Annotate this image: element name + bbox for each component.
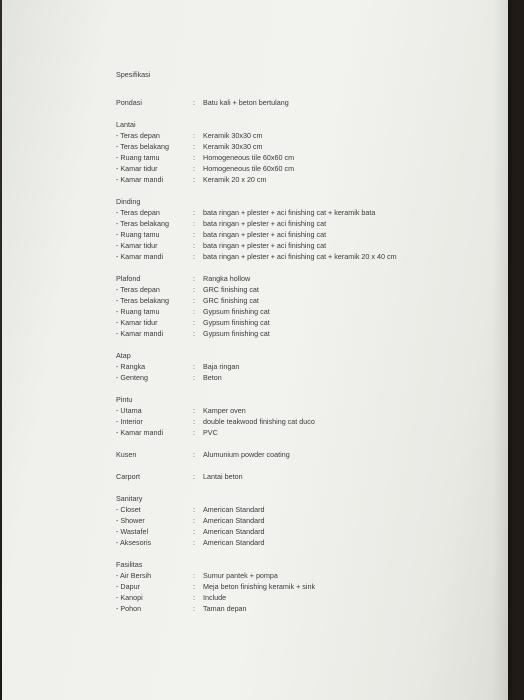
spec-item-row [116, 240, 496, 251]
spec-item-value: bata ringan + plester + aci finishing cat + keramik bata [203, 208, 376, 217]
section-header-value: Lantai beton [203, 472, 243, 481]
colon-separator: : [193, 296, 195, 305]
spec-item-row [116, 416, 496, 427]
specification-sections [116, 97, 496, 614]
section-header-row [116, 196, 496, 207]
spec-item-value: bata ringan + plester + aci finishing cat [203, 241, 327, 250]
spec-section [116, 493, 496, 548]
spec-item-value: Keramik 30x30 cm [203, 131, 263, 140]
section-header-row [116, 394, 496, 405]
section-header-row [116, 559, 496, 570]
section-header-row [116, 493, 496, 504]
spec-item-value: Sumur pantek + pompa [203, 571, 278, 580]
colon-separator: : [193, 98, 195, 107]
spec-item-label: - Teras depan [116, 208, 160, 217]
spec-item-value: American Standard [203, 505, 265, 514]
spec-item-row [116, 592, 496, 603]
spec-item-value: bata ringan + plester + aci finishing cat [203, 219, 327, 228]
section-header-row [116, 97, 496, 108]
section-header: Pintu [116, 395, 133, 404]
spec-item-row [116, 405, 496, 416]
spec-item-value: Gypsum finishing cat [203, 307, 270, 316]
section-header-value: Batu kali + beton bertulang [203, 98, 289, 107]
spec-item-label: - Pohon [116, 604, 142, 613]
colon-separator: : [193, 131, 195, 140]
spec-item-row [116, 603, 496, 614]
colon-separator: : [193, 142, 195, 151]
spec-item-label: - Kamar mandi [116, 252, 164, 261]
spec-item-value: Include [203, 593, 227, 602]
section-header-value: Rangka hollow [203, 274, 251, 283]
spec-item-value: GRC finishing cat [203, 285, 259, 294]
spec-item-label: - Shower [116, 516, 145, 525]
spec-section [116, 196, 496, 262]
spec-item-value: American Standard [203, 527, 265, 536]
spec-item-row [116, 130, 496, 141]
spec-item-label: - Teras belakang [116, 219, 170, 228]
spec-item-label: - Ruang tamu [116, 153, 160, 162]
colon-separator: : [193, 593, 195, 602]
spec-item-label: - Interior [116, 417, 143, 426]
spec-item-label: - Kamar tidur [116, 318, 158, 327]
spec-item-label: - Kanopi [116, 593, 143, 602]
spec-item-row [116, 581, 496, 592]
colon-separator: : [193, 252, 195, 261]
section-header: Kusen [116, 450, 137, 459]
section-header: Lantai [116, 120, 136, 129]
section-header-row [116, 449, 496, 460]
colon-separator: : [193, 428, 195, 437]
spec-item-value: Beton [203, 373, 222, 382]
colon-separator: : [193, 230, 195, 239]
colon-separator: : [193, 285, 195, 294]
spec-item-label: - Kamar mandi [116, 428, 164, 437]
colon-separator: : [193, 153, 195, 162]
colon-separator: : [193, 307, 195, 316]
colon-separator: : [193, 219, 195, 228]
colon-separator: : [193, 208, 195, 217]
spec-item-value: Keramik 30x30 cm [203, 142, 263, 151]
spec-item-value: Baja ringan [203, 362, 240, 371]
colon-separator: : [193, 362, 195, 371]
spec-item-value: Keramik 20 x 20 cm [203, 175, 267, 184]
colon-separator: : [193, 175, 195, 184]
spec-item-row [116, 317, 496, 328]
spec-section [116, 471, 496, 482]
spec-item-row [116, 372, 496, 383]
spec-item-label: - Ruang tamu [116, 307, 160, 316]
spec-item-label: - Teras depan [116, 131, 160, 140]
spec-item-label: - Kamar tidur [116, 164, 158, 173]
spec-item-row [116, 141, 496, 152]
spec-item-row [116, 306, 496, 317]
spec-item-row [116, 361, 496, 372]
spec-item-value: Meja beton finishing keramik + sink [203, 582, 316, 591]
colon-separator: : [193, 450, 195, 459]
colon-separator: : [193, 538, 195, 547]
colon-separator: : [193, 604, 195, 613]
section-header-value: Alumunium powder coating [203, 450, 290, 459]
spec-item-row [116, 504, 496, 515]
spec-section [116, 119, 496, 185]
section-header: Pondasi [116, 98, 142, 107]
spec-item-value: American Standard [203, 516, 265, 525]
spec-item-value: Taman depan [203, 604, 247, 613]
spec-item-row [116, 295, 496, 306]
spec-item-label: - Teras belakang [116, 296, 170, 305]
specification-document [116, 69, 496, 625]
spec-item-row [116, 328, 496, 339]
colon-separator: : [193, 582, 195, 591]
spec-item-value: GRC finishing cat [203, 296, 259, 305]
colon-separator: : [193, 516, 195, 525]
spec-item-label: - Teras depan [116, 285, 160, 294]
spec-item-value: Kamper oven [203, 406, 246, 415]
section-header-row [116, 350, 496, 361]
spec-item-value: Gypsum finishing cat [203, 329, 270, 338]
spec-item-row [116, 537, 496, 548]
colon-separator: : [193, 274, 195, 283]
spec-item-row [116, 174, 496, 185]
section-header-row [116, 273, 496, 284]
section-header: Sanitary [116, 494, 143, 503]
spec-item-row [116, 207, 496, 218]
colon-separator: : [193, 505, 195, 514]
spec-item-value: bata ringan + plester + aci finishing cat [203, 230, 327, 239]
spec-section [116, 97, 496, 108]
spec-item-label: - Teras belakang [116, 142, 170, 151]
spec-item-value: Homogeneous tile 60x60 cm [203, 164, 295, 173]
spec-section [116, 273, 496, 339]
spec-item-label: - Closet [116, 505, 141, 514]
colon-separator: : [193, 318, 195, 327]
colon-separator: : [193, 417, 195, 426]
section-header-row [116, 119, 496, 130]
spec-item-value: double teakwood finishing cat duco [203, 417, 315, 426]
spec-item-label: - Kamar tidur [116, 241, 158, 250]
spec-item-value: American Standard [203, 538, 265, 547]
colon-separator: : [193, 527, 195, 536]
spec-item-label: - Rangka [116, 362, 146, 371]
spec-item-row [116, 163, 496, 174]
spec-item-label: - Wastafel [116, 527, 149, 536]
section-header-row [116, 471, 496, 482]
colon-separator: : [193, 472, 195, 481]
section-header: Fasilitas [116, 560, 143, 569]
spec-item-row [116, 515, 496, 526]
spec-item-row [116, 218, 496, 229]
section-header: Plafond [116, 274, 141, 283]
section-header: Carport [116, 472, 140, 481]
spec-item-label: - Genteng [116, 373, 148, 382]
spec-item-row [116, 251, 496, 262]
spec-item-row [116, 229, 496, 240]
spec-item-row [116, 570, 496, 581]
spec-item-label: - Dapur [116, 582, 140, 591]
spec-item-row [116, 427, 496, 438]
spec-item-row [116, 152, 496, 163]
document-title: Spesifikasi [116, 70, 151, 79]
colon-separator: : [193, 571, 195, 580]
spec-item-value: bata ringan + plester + aci finishing cat + keramik 20 x 40 cm [203, 252, 397, 261]
spec-item-label: - Kamar mandi [116, 175, 164, 184]
spec-item-label: - Utama [116, 406, 142, 415]
spec-item-value: PVC [203, 428, 218, 437]
section-header: Atap [116, 351, 131, 360]
spec-item-row [116, 526, 496, 537]
colon-separator: : [193, 329, 195, 338]
spec-item-row [116, 284, 496, 295]
spec-item-label: - Ruang tamu [116, 230, 160, 239]
spec-section [116, 394, 496, 438]
colon-separator: : [193, 164, 195, 173]
spec-item-label: - Aksesoris [116, 538, 152, 547]
colon-separator: : [193, 241, 195, 250]
spec-section [116, 350, 496, 383]
spec-section [116, 449, 496, 460]
spec-item-label: - Air Bersih [116, 571, 152, 580]
section-header: Dinding [116, 197, 141, 206]
spec-item-label: - Kamar mandi [116, 329, 164, 338]
spec-item-value: Homogeneous tile 60x60 cm [203, 153, 295, 162]
spec-item-value: Gypsum finishing cat [203, 318, 270, 327]
colon-separator: : [193, 373, 195, 382]
colon-separator: : [193, 406, 195, 415]
spec-section [116, 559, 496, 614]
